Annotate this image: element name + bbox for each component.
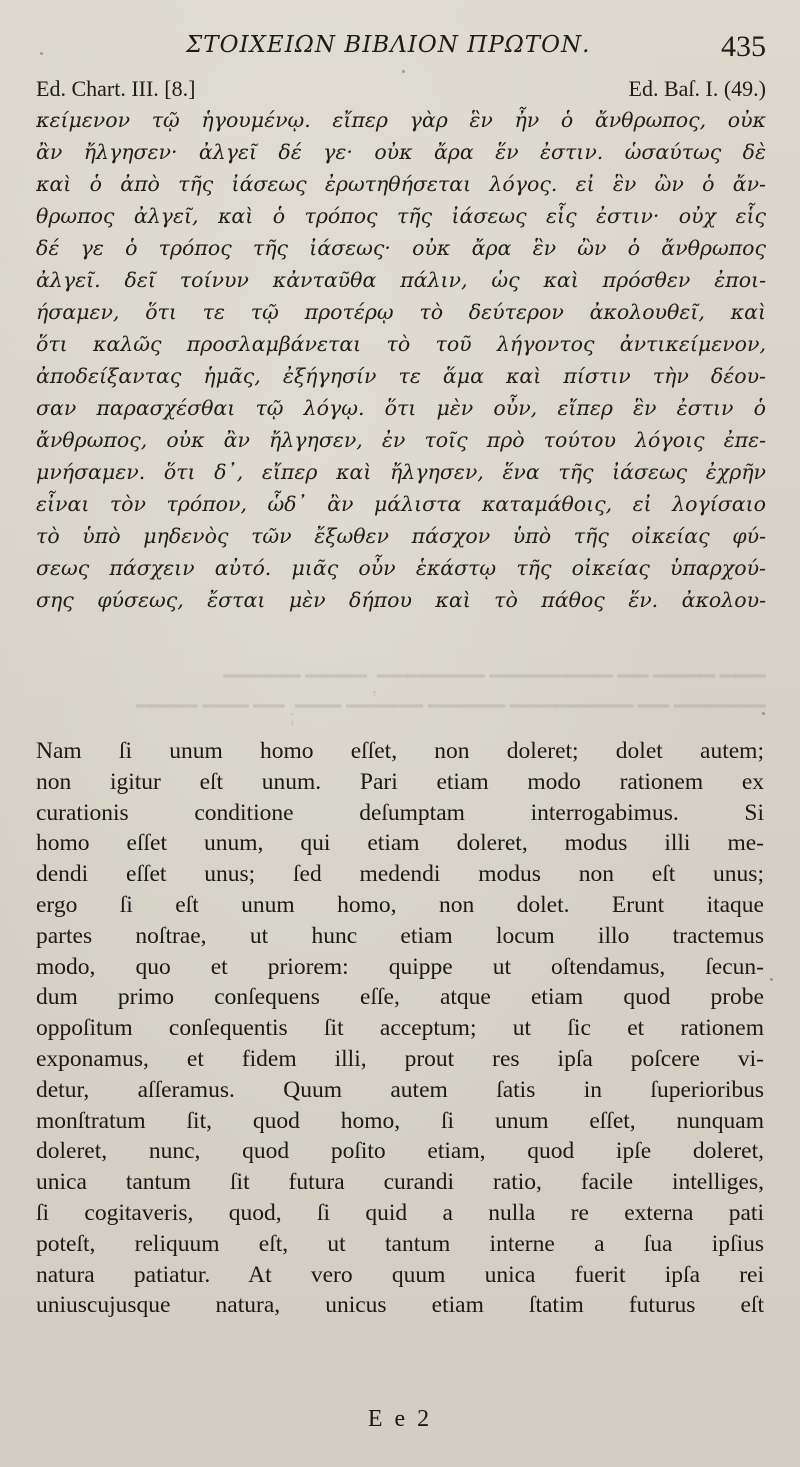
edition-reference-basel: Ed. Baſ. I. (49.) [628,76,766,101]
greek-line: ήσαμεν, ὅτι τε τῷ προτέρῳ τὸ δεύτερον ἀκολουθεῖ, καὶ [36,300,766,324]
page-number: 435 [721,30,766,63]
paper-speck [762,712,765,715]
signature-mark: E e 2 [367,1406,433,1432]
latin-line: modo, quo et priorem: quippe ut oſtendamus, ſecun- [36,953,764,980]
greek-line: τὸ ὑπὸ μηδενὸς τῶν ἔξωθεν πάσχον ὑπὸ τῆς οἰκείας φύ- [36,524,766,548]
latin-line: unica tantum ſit futura curandi ratio, facile intelliges, [36,1169,764,1196]
latin-line: dum primo conſequens eſſe, atque etiam quod probe [36,984,764,1011]
paper-speck [40,52,43,55]
running-title: ΣΤΟΙΧΕΙΩΝ ΒΙΒΛΙΟΝ ΠΡΩΤΟΝ. [186,32,591,58]
latin-line: doleret, nunc, quod poſito etiam, quod ipſe doleret, [36,1138,764,1165]
latin-line: ergo ſi eſt unum homo, non dolet. Erunt itaque [36,891,764,918]
latin-line: oppoſitum conſequentis ſit acceptum; ut ſic et rationem [36,1015,764,1042]
greek-line: ἂν ἤλγησεν· ἀλγεῖ δέ γε· οὐκ ἄρα ἕν ἐστιν. ὡσαύτως δὲ [36,140,766,164]
greek-line: δέ γε ὁ τρόπος τῆς ἰάσεως· οὐκ ἄρα ἓν ὢν ὁ ἄνθρωπος [36,236,766,260]
running-head [0,30,800,66]
greek-line: εἶναι τὸν τρόπον, ὧδ᾽ ἂν μάλιστα καταμάθοις, εἰ λογίσαιο [36,492,766,516]
greek-line: ὅτι καλῶς προσλαμβάνεται τὸ τοῦ λήγοντος ἀντικείμενον, [36,332,766,356]
greek-line: ἀλγεῖ. δεῖ τοίνυν κἀνταῦθα πάλιν, ὡς καὶ πρόσθεν ἐποι- [36,268,766,292]
latin-line: curationis conditione deſumptam interrogabimus. Si [36,799,764,826]
latin-line: poteſt, reliquum eſt, ut tantum interne a ſua ipſius [36,1230,764,1257]
paper-speck [770,978,773,981]
paper-speck [402,70,405,73]
edition-reference-line [36,76,766,106]
latin-text-block [36,736,764,1321]
greek-line: ἄνθρωπος, οὐκ ἂν ἤλγησεν, ἐν τοῖς πρὸ τούτου λόγοις ἐπε- [36,428,766,452]
latin-line: monſtratum ſit, quod homo, ſi unum eſſet, nunquam [36,1107,764,1134]
latin-line: exponamus, et fidem illi, prout res ipſa poſcere vi- [36,1045,764,1072]
latin-line: Nam ſi unum homo eſſet, non doleret; dolet autem; [36,738,764,764]
greek-line: σεως πάσχειν αὐτό. μιᾶς οὖν ἑκάστῳ τῆς οἰκείας ὑπαρχού- [36,556,766,580]
greek-text-block [36,104,766,616]
latin-line: natura patiatur. At vero quum unica fuerit ipſa rei [36,1261,764,1288]
greek-line: σαν παρασχέσθαι τῷ λόγῳ. ὅτι μὲν οὖν, εἴπερ ἓν ἐστιν ὁ [36,396,766,420]
greek-line: κείμενον τῷ ἡγουμένῳ. εἴπερ γὰρ ἓν ἦν ὁ ἄνθρωπος, οὐκ [36,108,766,132]
latin-line: partes noſtrae, ut hunc etiam locum illo tractemus [36,922,764,949]
latin-line: ſi cogitaveris, quod, ſi quid a nulla re externa pati [36,1199,764,1226]
show-through-shadow: ▔▔▔ ▔▔▔▔ ▔▔ ▔▔▔▔▔▔▔▔ ▔▔▔▔▔▔▔, ▔▔▔▔ ▔▔▔▔▔ ▔▔▔▔▔▔ ▔▔ ▔▔▔▔▔▔▔▔ ▔▔▔▔▔ ▔▔▔▔▔ ▔▔▔; ▔▔ ▔▔▔ ▔▔▔▔ [135,676,766,728]
latin-line: uniuscujusque natura, unicus etiam ſtatim futurus eſt [36,1292,764,1319]
greek-line: μνήσαμεν. ὅτι δ᾽, εἴπερ καὶ ἤλγησεν, ἕνα τῆς ἰάσεως ἐχρῆν [36,460,766,484]
edition-reference-chartier: Ed. Chart. III. [8.] [36,76,196,101]
latin-line: detur, aſſeramus. Quum autem ſatis in ſuperioribus [36,1076,764,1103]
latin-line: dendi eſſet unus; ſed medendi modus non eſt unus; [36,861,764,888]
latin-line: non igitur eſt unum. Pari etiam modo rationem ex [36,768,764,795]
greek-line: σης φύσεως, ἔσται μὲν δήπου καὶ τὸ πάθος ἕν. ἀκολου- [36,588,766,612]
greek-line: καὶ ὁ ἀπὸ τῆς ἰάσεως ἐρωτηθήσεται λόγος. εἰ ἓν ὢν ὁ ἄν- [36,172,766,196]
greek-line: θρωπος ἀλγεῖ, καὶ ὁ τρόπος τῆς ἰάσεως εἷς ἐστιν· οὐχ εἷς [36,204,766,228]
greek-line: ἀποδείξαντας ἡμᾶς, ἐξήγησίν τε ἅμα καὶ πίστιν τὴν δέου- [36,364,766,388]
latin-line: homo eſſet unum, qui etiam doleret, modus illi me- [36,830,764,857]
